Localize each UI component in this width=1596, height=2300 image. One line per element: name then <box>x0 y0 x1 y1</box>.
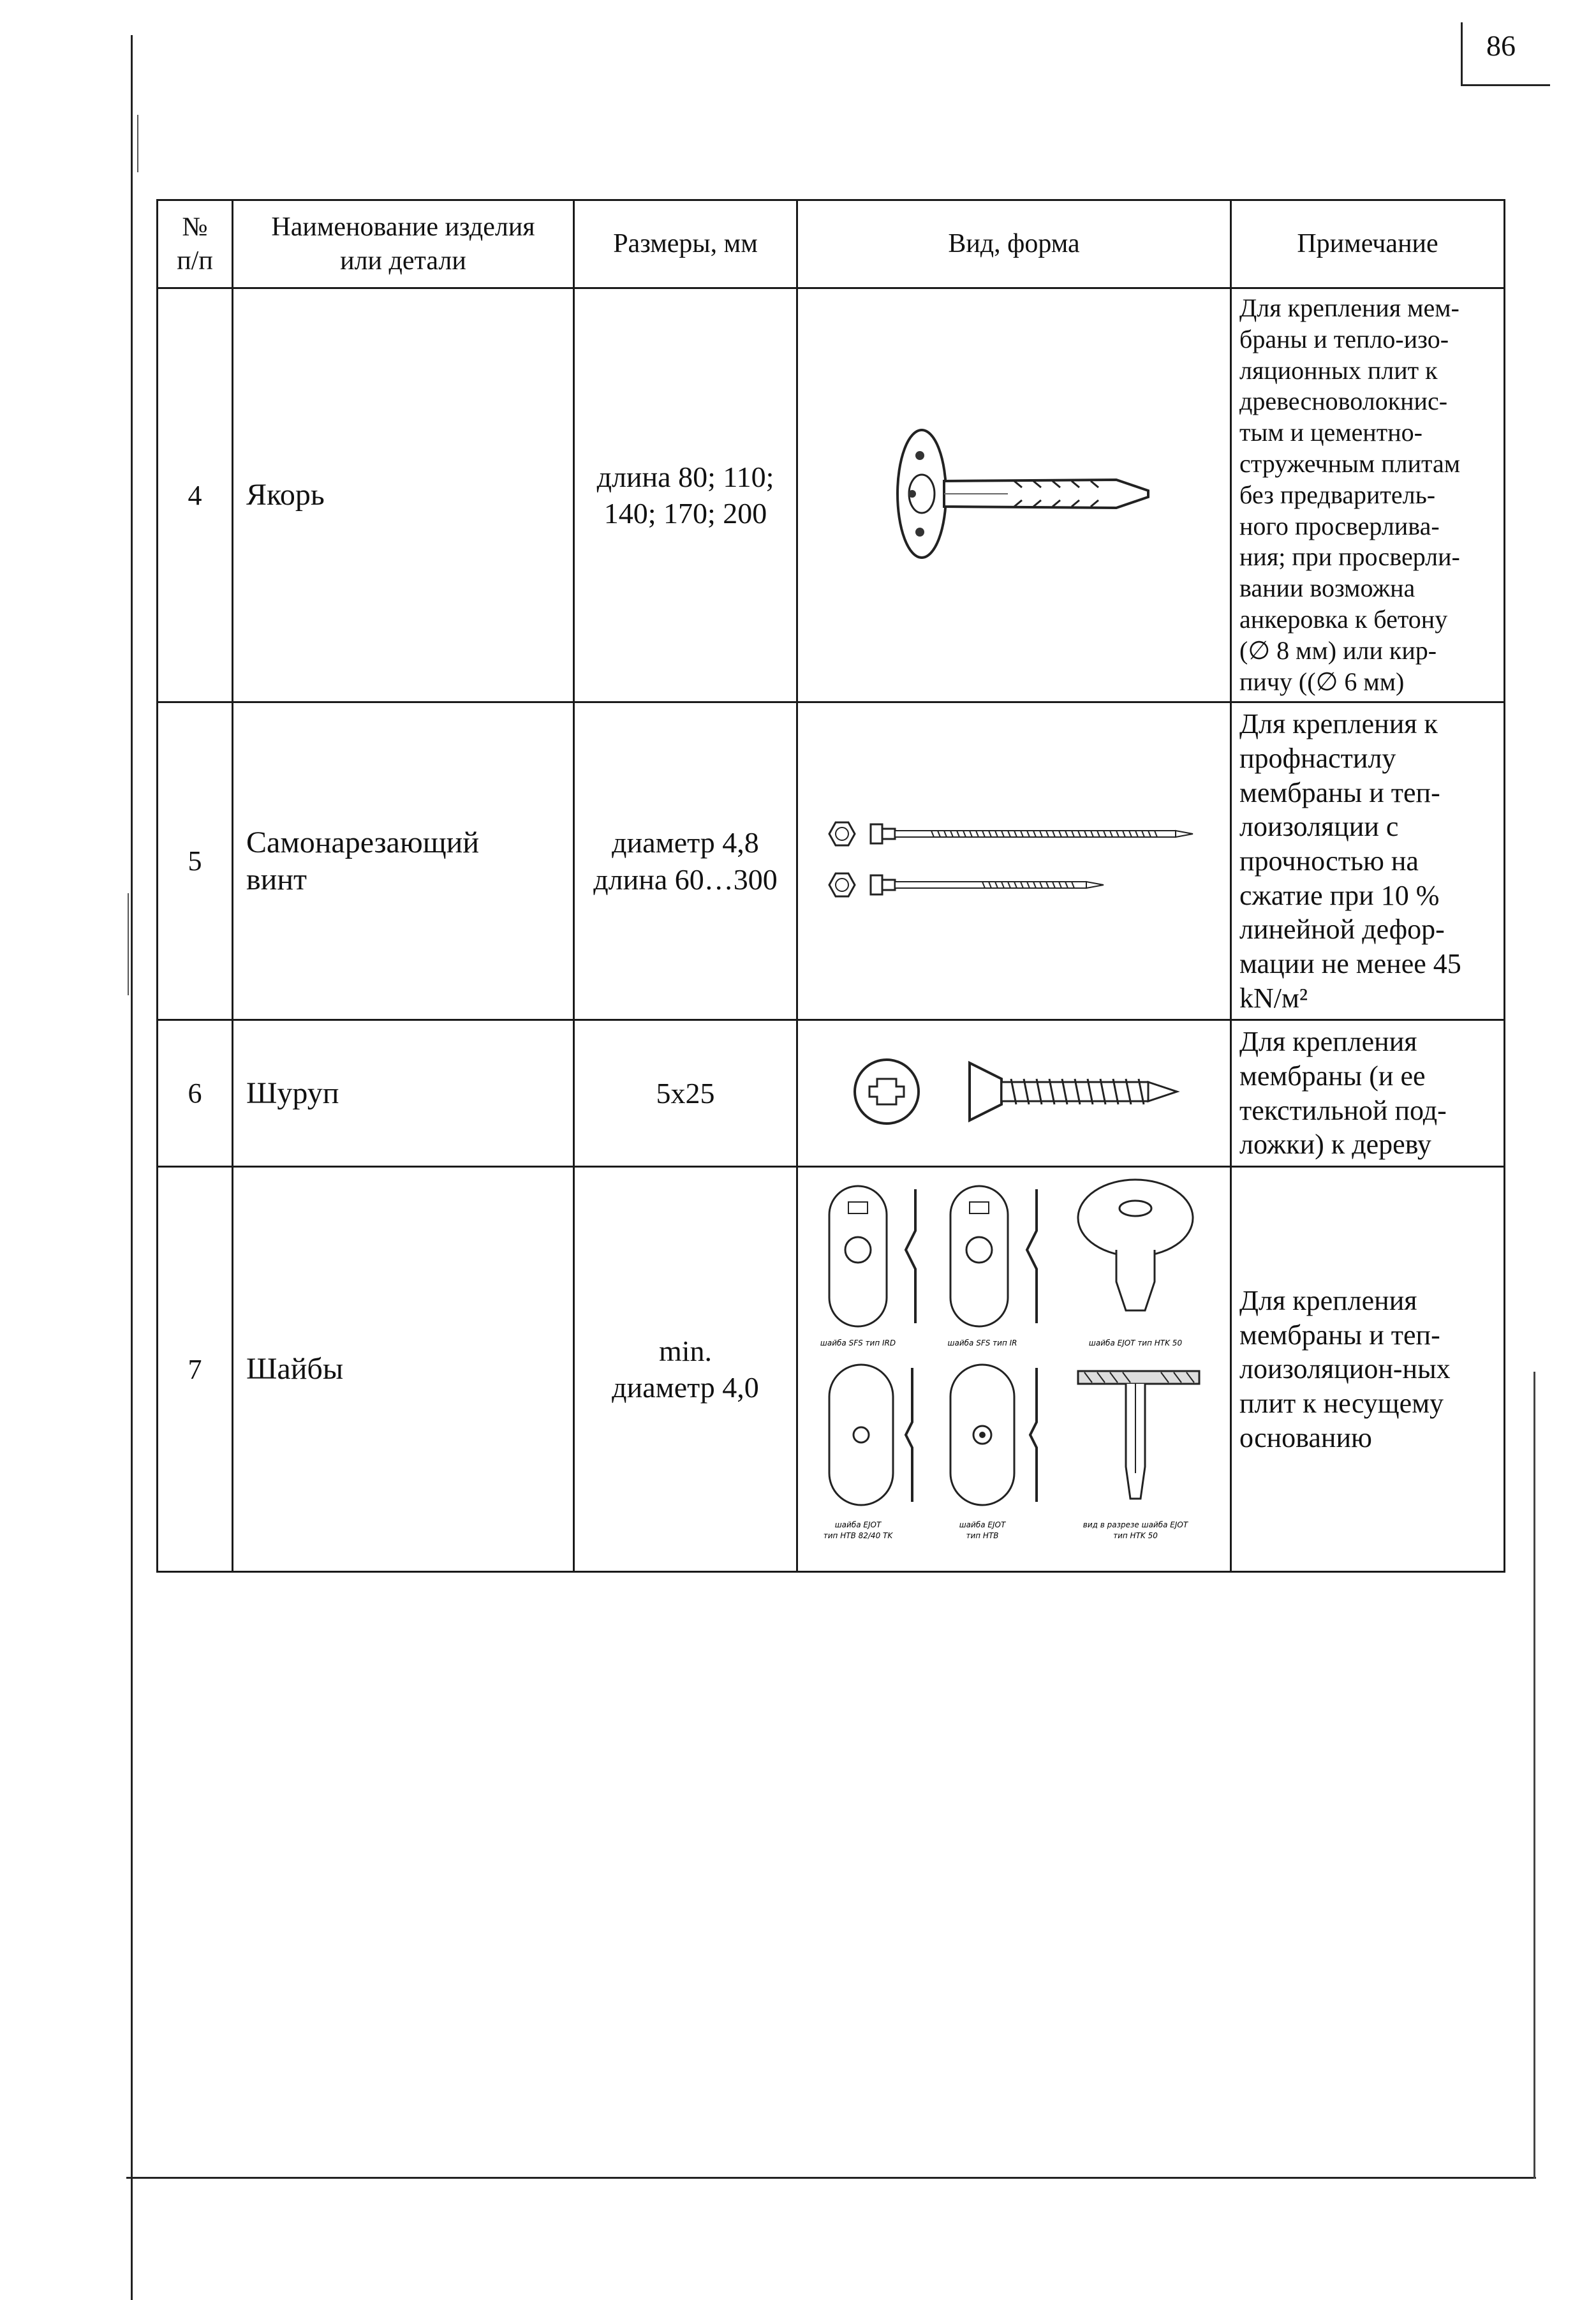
note-line: текстильной под- <box>1239 1094 1447 1126</box>
item-size <box>574 702 797 1020</box>
anchor-icon <box>848 411 1180 577</box>
header-note: Примечание <box>1231 200 1505 288</box>
note-line: прочностью на <box>1239 845 1419 877</box>
note-line: плит к несущему <box>1239 1387 1444 1419</box>
item-size-line1: длина 80; 110; <box>596 460 774 493</box>
header-name-line2: или детали <box>340 246 466 276</box>
note-line: линейной дефор- <box>1239 914 1445 946</box>
table-row <box>158 1167 1505 1572</box>
row-number: 5 <box>158 702 233 1020</box>
header-name-line1: Наименование изделия <box>271 212 535 242</box>
note-line: лоизоляции с <box>1239 811 1399 843</box>
note-line: ния; при просверли- <box>1239 542 1460 572</box>
note-line: стружечным плитам <box>1239 449 1461 478</box>
page-number: 86 <box>1486 29 1516 62</box>
note-line: сжатие при 10 % <box>1239 879 1440 911</box>
caption-ejot-section-l2: тип HTK 50 <box>1112 1531 1158 1540</box>
item-note <box>1231 1167 1505 1572</box>
item-name-line2: винт <box>246 862 307 896</box>
page-number-border-bottom <box>1461 84 1550 86</box>
page-frame-right <box>1533 1372 1535 2179</box>
note-line: Для крепления <box>1239 1026 1417 1058</box>
note-line: профнастилу <box>1239 743 1396 775</box>
item-note <box>1231 1020 1505 1167</box>
row-number: 4 <box>158 288 233 702</box>
note-line: (∅ 8 мм) или кир- <box>1239 635 1437 665</box>
note-line: мации не менее 45 <box>1239 948 1461 980</box>
caption-ejot-htk: шайба EJOT тип HTK 50 <box>1088 1338 1182 1347</box>
item-size-line1: диаметр 4,8 <box>612 826 759 859</box>
item-image <box>797 1020 1231 1167</box>
caption-sfs-ird: шайба SFS тип IRD <box>820 1338 896 1347</box>
note-line: kN/м² <box>1239 982 1308 1014</box>
note-line: мембраны и теп- <box>1239 1319 1440 1351</box>
item-size-line1: min. <box>658 1334 713 1367</box>
washer-icon <box>804 1173 1225 1562</box>
item-size <box>574 1167 797 1572</box>
header-number-line1: № <box>182 212 208 242</box>
note-line: лоизоляцион-ных <box>1239 1353 1451 1385</box>
wood-screw-icon <box>816 1044 1212 1139</box>
row-number: 7 <box>158 1167 233 1572</box>
row-number: 6 <box>158 1020 233 1167</box>
note-line: ложки) к дереву <box>1239 1129 1431 1161</box>
item-note <box>1231 702 1505 1020</box>
note-line: Для крепления мем- <box>1239 293 1459 322</box>
scan-artifact <box>137 115 138 172</box>
self-tapping-screw-icon <box>816 796 1212 923</box>
item-size: 5х25 <box>574 1020 797 1167</box>
caption-ejot-htb-tk-l2: тип HTB 82/40 TK <box>823 1531 892 1540</box>
note-line: браны и тепло-изо- <box>1239 324 1449 353</box>
note-line: основанию <box>1239 1421 1372 1453</box>
table-header-row <box>158 200 1505 288</box>
note-line: Для крепления <box>1239 1284 1417 1316</box>
item-name: Шуруп <box>233 1020 574 1167</box>
item-name-line1: Самонарезающий <box>246 826 480 860</box>
item-size-line2: 140; 170; 200 <box>603 497 767 530</box>
item-image <box>797 1167 1231 1572</box>
item-image <box>797 288 1231 702</box>
caption-ejot-htb-tk-l1: шайба EJOT <box>834 1520 881 1529</box>
note-line: Для крепления к <box>1239 708 1438 740</box>
header-size: Размеры, мм <box>574 200 797 288</box>
caption-ejot-section-l1: вид в разрезе шайба EJOT <box>1082 1520 1188 1529</box>
note-line: вании возможна <box>1239 574 1415 603</box>
page-number-border-left <box>1461 22 1463 86</box>
header-name <box>233 200 574 288</box>
note-line: анкеровка к бетону <box>1239 604 1448 634</box>
caption-ejot-htb-l1: шайба EJOT <box>959 1520 1005 1529</box>
caption-sfs-ir: шайба SFS тип IR <box>947 1338 1017 1347</box>
table-row <box>158 288 1505 702</box>
item-image <box>797 702 1231 1020</box>
item-note <box>1231 288 1505 702</box>
note-line: мембраны (и ее <box>1239 1060 1426 1092</box>
page-number-box <box>1461 22 1550 86</box>
note-line: тым и цементно- <box>1239 418 1422 447</box>
page-frame-bottom <box>126 2177 1536 2179</box>
item-size <box>574 288 797 702</box>
table-row <box>158 1020 1505 1167</box>
page-frame-left <box>131 35 133 2300</box>
note-line: ляционных плит к <box>1239 355 1438 385</box>
note-line: ного просверлива- <box>1239 511 1440 540</box>
item-name: Шайбы <box>233 1167 574 1572</box>
note-line: без предваритель- <box>1239 480 1436 509</box>
note-line: мембраны и теп- <box>1239 776 1440 808</box>
caption-ejot-htb-l2: тип HTB <box>965 1531 999 1540</box>
note-line: древесноволокнис- <box>1239 387 1448 416</box>
header-number <box>158 200 233 288</box>
item-size-line2: диаметр 4,0 <box>612 1371 759 1404</box>
note-line: пичу ((∅ 6 мм) <box>1239 667 1405 696</box>
header-number-line2: п/п <box>177 246 213 276</box>
fasteners-table <box>156 199 1505 1573</box>
header-view: Вид, форма <box>797 200 1231 288</box>
item-size-line2: длина 60…300 <box>593 863 778 896</box>
item-name: Якорь <box>233 288 574 702</box>
scan-artifact <box>128 893 129 995</box>
item-name <box>233 702 574 1020</box>
table-row <box>158 702 1505 1020</box>
